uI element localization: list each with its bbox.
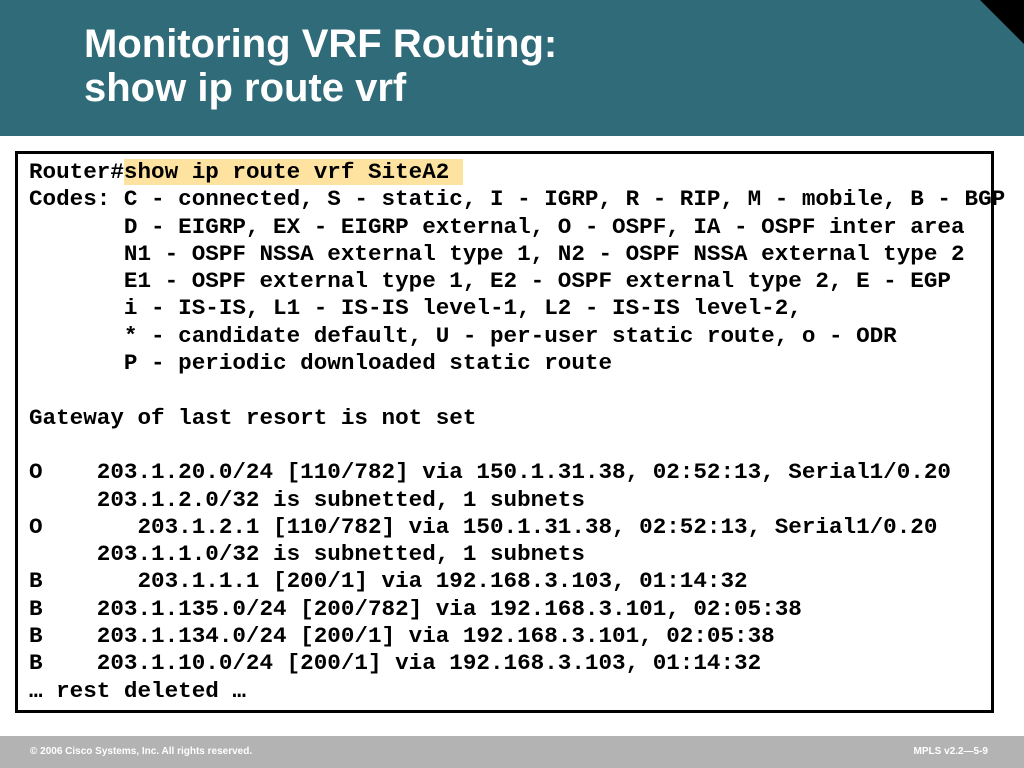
output-line: 203.1.2.0/32 is subnetted, 1 subnets: [29, 486, 585, 513]
highlighted-command: show ip route vrf SiteA2: [123, 159, 463, 185]
terminal-text: [29, 159, 1005, 705]
slide-footer: [0, 736, 1024, 768]
output-line: B 203.1.135.0/24 [200/782] via 192.168.3.101, 02:05:38: [29, 595, 802, 622]
copyright-text: © 2006 Cisco Systems, Inc. All rights reserved.: [30, 746, 253, 757]
output-line: Codes: C - connected, S - static, I - IGRP, R - RIP, M - mobile, B - BGP: [29, 186, 1006, 213]
router-prompt: Router#: [29, 159, 124, 185]
output-line: * - candidate default, U - per-user static route, o - ODR: [29, 322, 897, 349]
output-line: N1 - OSPF NSSA external type 1, N2 - OSPF NSSA external type 2: [29, 240, 965, 267]
output-line: O 203.1.2.1 [110/782] via 150.1.31.38, 02:52:13, Serial1/0.20: [29, 513, 938, 540]
output-line: E1 - OSPF external type 1, E2 - OSPF external type 2, E - EGP: [29, 268, 951, 295]
output-line: P - periodic downloaded static route: [29, 350, 613, 377]
output-line: … rest deleted …: [29, 677, 246, 704]
output-line: Gateway of last resort is not set: [29, 404, 477, 431]
output-line: D - EIGRP, EX - EIGRP external, O - OSPF, IA - OSPF inter area: [29, 213, 965, 240]
output-line: B 203.1.1.1 [200/1] via 192.168.3.103, 01:14:32: [29, 568, 748, 595]
slide-title: [84, 22, 557, 110]
output-line: B 203.1.10.0/24 [200/1] via 192.168.3.103, 01:14:32: [29, 650, 762, 677]
corner-decoration: [980, 0, 1024, 44]
title-line-1: Monitoring VRF Routing:: [84, 22, 558, 66]
title-line-2: show ip route vrf: [84, 66, 407, 110]
output-line: O 203.1.20.0/24 [110/782] via 150.1.31.38, 02:52:13, Serial1/0.20: [29, 459, 951, 486]
output-line: 203.1.1.0/32 is subnetted, 1 subnets: [29, 541, 585, 568]
slide-header: [0, 0, 1024, 136]
terminal-output-box: [15, 151, 1006, 713]
output-line: B 203.1.134.0/24 [200/1] via 192.168.3.101, 02:05:38: [29, 623, 775, 650]
slide-number: MPLS v2.2—5-9: [913, 746, 988, 757]
output-line: i - IS-IS, L1 - IS-IS level-1, L2 - IS-IS level-2,: [29, 295, 802, 322]
